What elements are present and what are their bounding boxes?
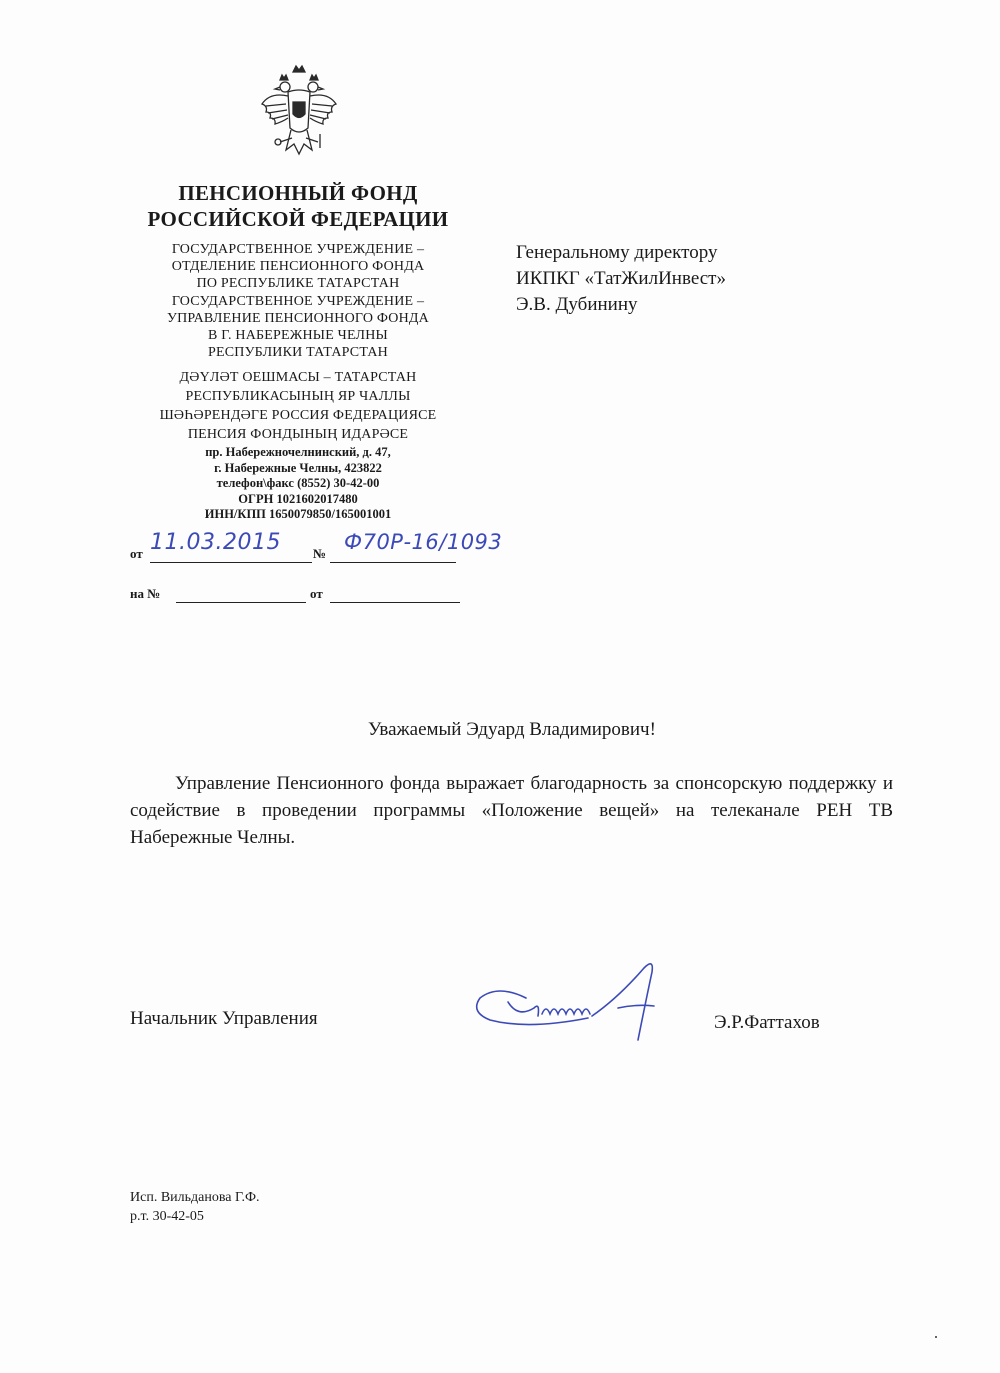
letterhead-title-line: РОССИЙСКОЙ ФЕДЕРАЦИИ — [147, 207, 449, 231]
letterhead-address — [118, 445, 478, 523]
address-line: г. Набережные Челны, 423822 — [214, 460, 382, 475]
executor-phone: р.т. 30-42-05 — [130, 1209, 204, 1224]
handwritten-signature — [468, 958, 668, 1046]
letterhead-line: ШӘҺӘРЕНДӘГЕ РОССИЯ ФЕДЕРАЦИЯСЕ — [159, 408, 437, 423]
letterhead-line: ПО РЕСПУБЛИКЕ ТАТАРСТАН — [196, 276, 400, 292]
letterhead-line: РЕСПУБЛИКИ ТАТАРСТАН — [207, 345, 388, 361]
letterhead-line: ОТДЕЛЕНИЕ ПЕНСИОННОГО ФОНДА — [171, 259, 425, 275]
number-label: № — [313, 546, 327, 561]
number-underline — [330, 562, 456, 563]
executor-block — [130, 1188, 260, 1226]
address-line: ОГРН 1021602017480 — [238, 491, 358, 506]
addressee-line: Э.В. Дубинину — [516, 294, 638, 315]
letterhead-line: В Г. НАБЕРЕЖНЫЕ ЧЕЛНЫ — [208, 328, 388, 344]
letter-body: Управление Пенсионного фонда выражает благодарность за спонсорскую поддержку и содействие в проведении программы «Положение вещей» на телеканале РЕН ТВ Набережные Челны. — [130, 773, 893, 848]
address-line: пр. Набережночелнинский, д. 47, — [205, 445, 391, 459]
reply-number-underline — [176, 602, 306, 603]
salutation: Уважаемый Эдуард Владимирович! — [368, 719, 656, 740]
reply-from-label: от — [310, 586, 323, 601]
addressee-line: Генеральному директору — [516, 242, 718, 263]
letterhead-line: ГОСУДАРСТВЕННОЕ УЧРЕЖДЕНИЕ – — [171, 293, 425, 309]
executor-name: Исп. Вильданова Г.Ф. — [130, 1190, 260, 1205]
letterhead-line: ГОСУДАРСТВЕННОЕ УЧРЕЖДЕНИЕ – — [171, 242, 425, 257]
letterhead-institution — [118, 241, 478, 361]
reply-date-underline — [330, 602, 460, 603]
letterhead-line: РЕСПУБЛИКАСЫНЫҢ ЯР ЧАЛЛЫ — [185, 389, 411, 404]
handwritten-date: 11.03.2015 — [150, 530, 281, 555]
signatory-position: Начальник Управления — [130, 1008, 318, 1029]
letterhead-title — [118, 180, 478, 232]
handwritten-number: Ф70Р-16/1093 — [344, 530, 503, 554]
signatory-name: Э.Р.Фаттахов — [714, 1012, 820, 1033]
address-line: телефон\факс (8552) 30-42-00 — [216, 476, 380, 490]
scan-speck — [935, 1336, 937, 1338]
reply-number-label: на № — [130, 586, 161, 601]
letterhead-line: ПЕНСИЯ ФОНДЫНЫҢ ИДАРӘСЕ — [187, 427, 409, 442]
letterhead-line: УПРАВЛЕНИЕ ПЕНСИОННОГО ФОНДА — [167, 310, 429, 326]
letterhead-line: ДӘҮЛӘТ ОЕШМАСЫ – ТАТАРСТАН — [179, 370, 417, 385]
letterhead-title-line: ПЕНСИОННЫЙ ФОНД — [178, 181, 418, 205]
date-underline — [150, 562, 312, 563]
from-label: от — [130, 546, 143, 561]
addressee-line: ИКПКГ «ТатЖилИнвест» — [516, 268, 726, 289]
coat-of-arms-emblem — [258, 58, 340, 166]
address-line: ИНН/КПП 1650079850/165001001 — [204, 507, 392, 521]
addressee-block — [516, 240, 726, 318]
letterhead-tatar — [118, 368, 478, 444]
